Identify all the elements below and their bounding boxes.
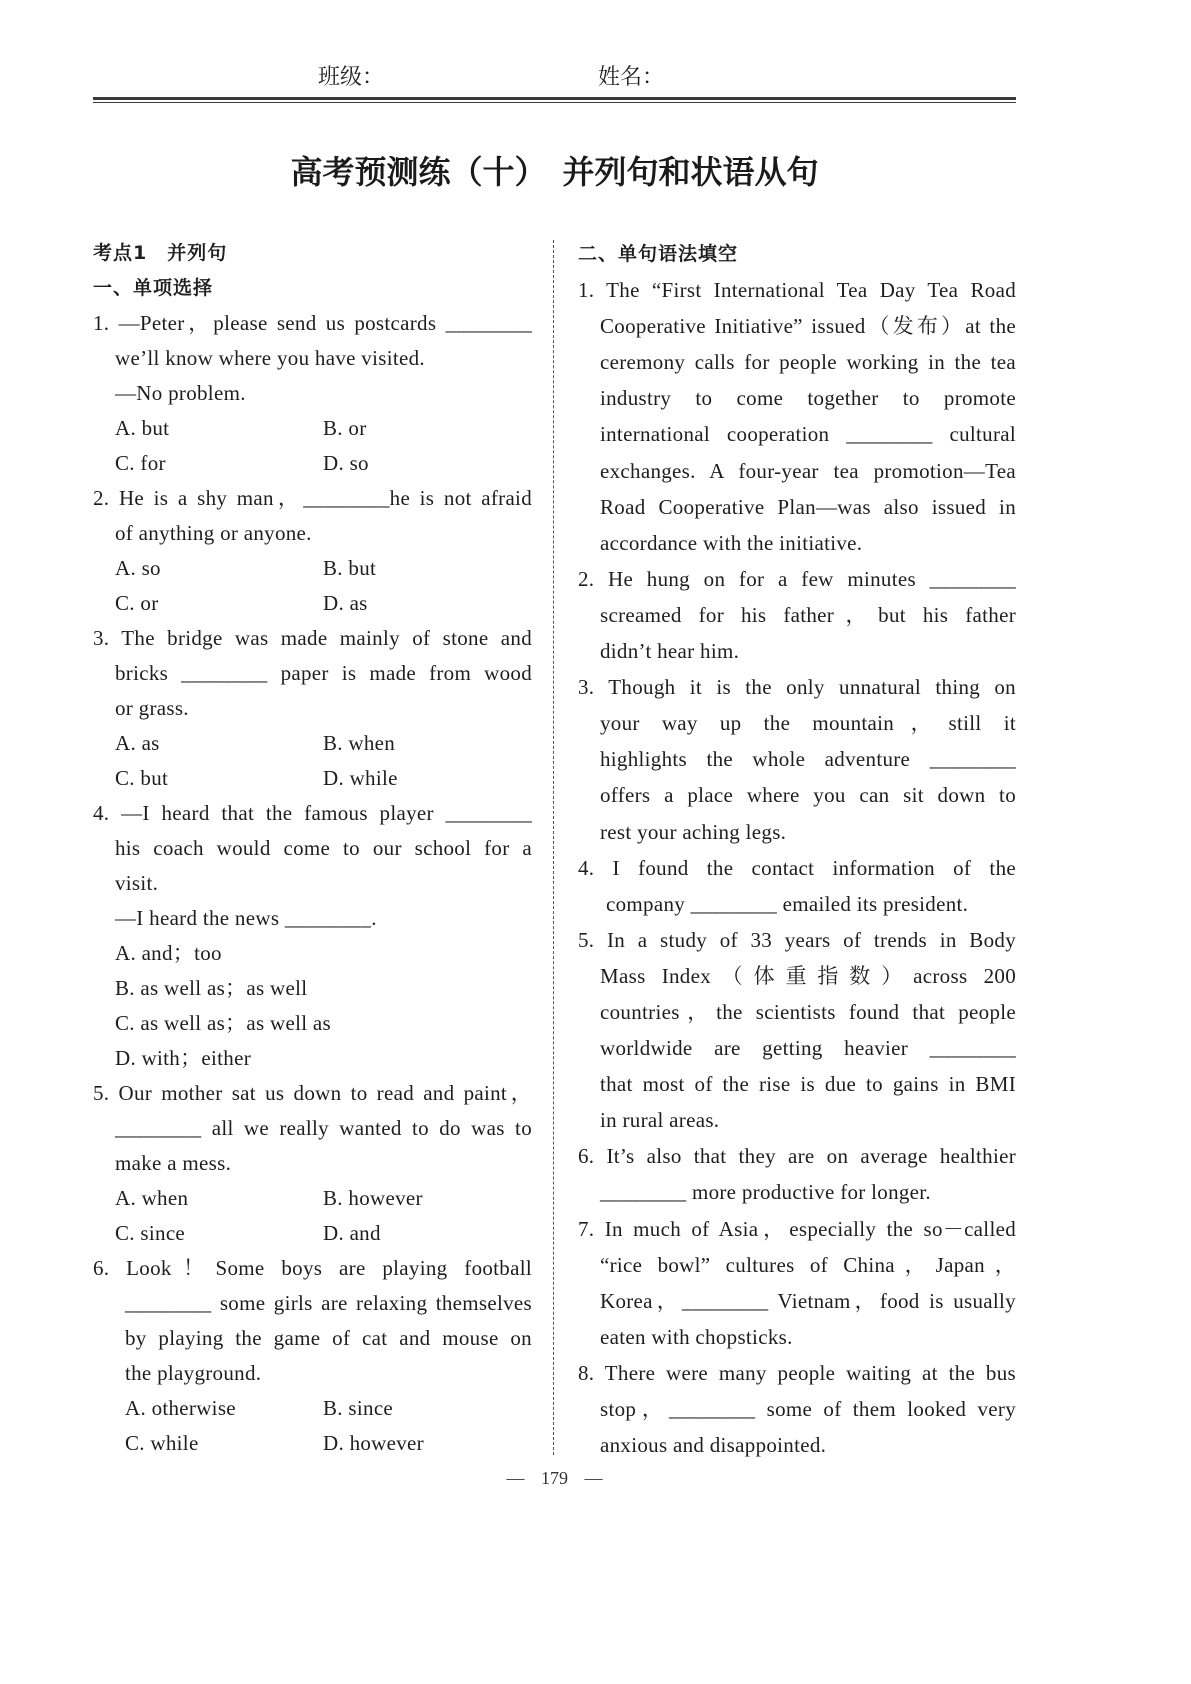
fill-question-4 [578,850,1016,922]
question-line: Korea，________ Vietnam，food is usually [600,1288,1016,1313]
header-rule [93,97,1016,103]
question-line: offers a place where you can sit down to [600,783,1016,808]
question-line: ________ all we really wanted to do was to [115,1116,532,1140]
class-label: 班级： [318,65,385,90]
question-line: or grass. [115,696,189,720]
question-line: rest your aching legs. [600,819,787,844]
page-title: 高考预测练（十） 并列句和状语从句 [290,153,819,191]
option-a: A. as [115,731,160,755]
question-line: his coach would come to our school for a [115,836,532,860]
question-line: we’ll know where you have visited. [115,346,425,370]
question-line: 8. There were many people waiting at the bus [578,1360,1016,1385]
question-line: 4. —I heard that the famous player ________ [93,801,532,825]
question-line: visit. [115,871,159,895]
question-line: worldwide are getting heavier ________ [600,1036,1016,1061]
question-line: 6. It’s also that they are on average healthier [578,1144,1016,1169]
fill-question-5 [578,922,1016,1139]
question-line: screamed for his father，but his father [600,602,1016,627]
option-c: C. while [125,1431,199,1455]
question-line: bricks ________ paper is made from wood [115,661,532,685]
question-line: didn’t hear him. [600,639,740,664]
question-line: exchanges. A four-year tea promotion—Tea [600,458,1016,483]
option-c: C. as well as；as well as [115,1011,331,1035]
question-line: Mass Index（体重指数）across 200 [600,963,1016,988]
option-b: B. but [323,556,377,580]
fill-question-3 [578,669,1016,849]
question-4 [93,796,532,1076]
fill-question-1 [578,272,1016,561]
question-line: 2. He hung on for a few minutes ________ [578,566,1016,591]
question-line: 3. Though it is the only unnatural thing on [578,675,1016,700]
question-5 [93,1076,532,1251]
section-heading: 考点1 并列句 [93,242,228,264]
fill-question-6 [578,1138,1016,1210]
option-row [93,1391,532,1426]
option-row [93,1181,532,1216]
question-line: 4. I found the contact information of the [578,855,1016,880]
option-d: D. so [323,451,369,475]
right-column [578,236,1016,1463]
fill-question-7 [578,1211,1016,1355]
option-d: D. while [323,766,398,790]
column-divider [553,240,554,1455]
question-line: industry to come together to promote [600,386,1016,411]
option-d: D. however [323,1431,424,1455]
option-row [93,411,532,446]
option-b: B. as well as；as well [115,976,308,1000]
option-row [93,551,532,586]
option-a: A. but [115,416,170,440]
option-a: A. and；too [115,941,222,965]
question-line: anxious and disappointed. [600,1433,827,1458]
question-line: 5. In a study of 33 years of trends in Body [578,927,1016,952]
option-a: A. otherwise [125,1396,236,1420]
option-b: B. however [323,1186,423,1210]
option-row [93,726,532,761]
question-line: international cooperation ________ cultural [600,422,1016,447]
question-line: stop，________ some of them looked very [600,1397,1016,1421]
option-c: C. or [115,591,159,615]
part-heading: 二、单句语法填空 [578,243,739,265]
question-line: 1. —Peter，please send us postcards ________ [93,311,532,335]
question-line: 6. Look！Some boys are playing football [93,1256,532,1280]
question-line: —No problem. [115,381,246,405]
question-line: 3. The bridge was made mainly of stone and [93,626,532,650]
option-row [93,1216,532,1251]
option-a: A. so [115,556,161,580]
fill-question-8 [578,1355,1016,1463]
option-d: D. and [323,1221,381,1245]
option-c: C. since [115,1221,186,1245]
option-row [93,446,532,481]
question-line: ________ more productive for longer. [600,1180,931,1205]
question-line: highlights the whole adventure ________ [600,747,1016,772]
question-line: 5. Our mother sat us down to read and paint， [93,1081,532,1105]
question-2 [93,481,532,621]
option-b: B. when [323,731,396,755]
question-3 [93,621,532,796]
question-line: ________ some girls are relaxing themselves [125,1291,532,1315]
question-line: of anything or anyone. [115,521,312,545]
name-label: 姓名： [598,65,665,90]
option-b: B. since [323,1396,394,1420]
part-heading: 一、单项选择 [93,277,214,299]
question-line: eaten with chopsticks. [600,1324,793,1349]
question-line: by playing the game of cat and mouse on [125,1326,532,1350]
option-row [93,761,532,796]
option-c: C. for [115,451,166,475]
option-d: D. with；either [115,1046,252,1070]
option-a: A. when [115,1186,189,1210]
question-line: 2. He is a shy man，________he is not afraid [93,486,532,510]
question-line: make a mess. [115,1151,232,1175]
question-1 [93,306,532,481]
page-number: — 179 — [506,1468,603,1488]
question-6 [93,1251,532,1461]
option-row [93,586,532,621]
question-line: accordance with the initiative. [600,530,863,555]
question-line: Cooperative Initiative” issued（发布）at the [600,314,1016,339]
question-line: in rural areas. [600,1108,720,1133]
question-line: countries，the scientists found that people [600,999,1016,1024]
question-line: 1. The “First International Tea Day Tea Road [578,278,1016,303]
question-line: —I heard the news ________. [115,906,377,930]
option-d: D. as [323,591,368,615]
question-line: “rice bowl” cultures of China，Japan， [600,1252,1016,1277]
question-line: your way up the mountain，still it [600,711,1016,736]
question-line: that most of the rise is due to gains in BMI [600,1072,1016,1097]
question-line: Road Cooperative Plan—was also issued in [600,494,1016,519]
option-b: B. or [323,416,367,440]
question-line: the playground. [125,1361,262,1385]
question-line: company ________ emailed its president. [606,891,969,916]
option-row [93,1426,532,1461]
question-line: 7. In much of Asia，especially the so－called [578,1216,1016,1241]
fill-question-2 [578,561,1016,669]
question-line: ceremony calls for people working in the tea [600,350,1016,375]
option-c: C. but [115,766,169,790]
left-column [93,236,532,1461]
